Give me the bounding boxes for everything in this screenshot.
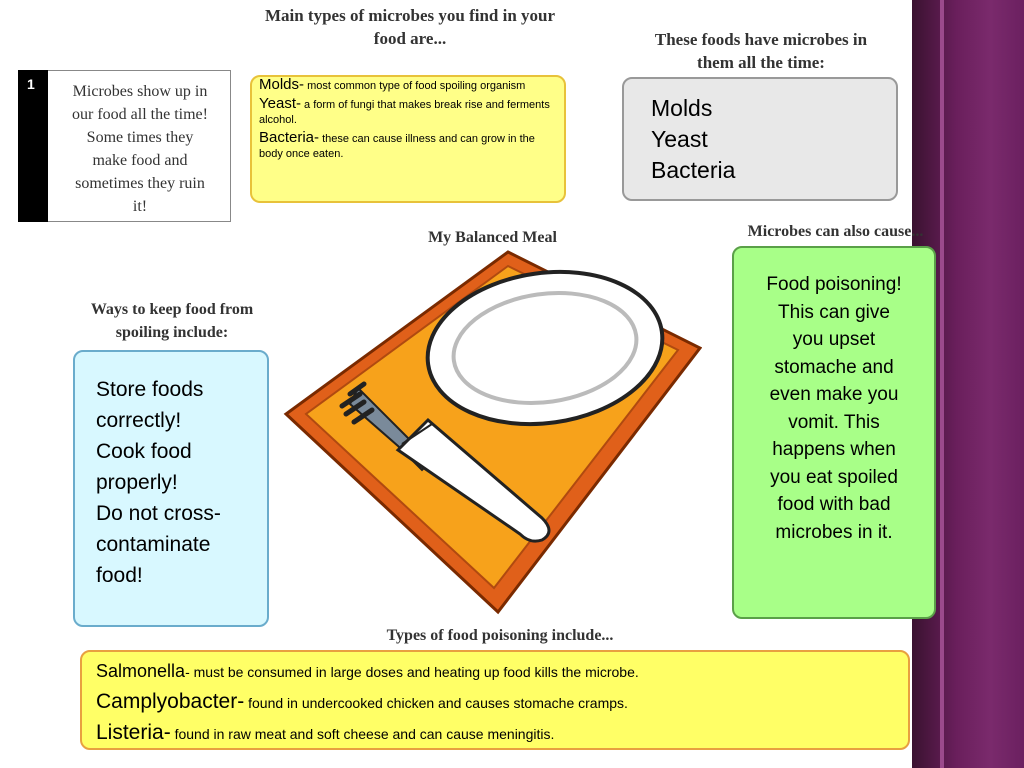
poisoning-types-box — [80, 650, 910, 750]
plate-illustration — [280, 248, 702, 618]
microbe-term: Yeast- — [259, 95, 301, 112]
microbe-desc: most common type of food spoiling organism — [304, 80, 526, 92]
heading-keep-food — [62, 298, 282, 344]
food-poisoning-line: Food poisoning! — [766, 274, 902, 295]
heading-line: These foods have microbes in — [654, 30, 868, 49]
slide-number-tab — [18, 70, 48, 222]
heading-line: spoiling include: — [115, 324, 229, 341]
sidebar-edge — [940, 0, 944, 768]
heading-line: Ways to keep food from — [90, 301, 254, 318]
food-poisoning-line: vomit. This — [788, 411, 880, 433]
microbe-term: Bacteria- — [259, 129, 320, 146]
keep-food-line: contaminate — [96, 533, 211, 556]
poisoning-desc: - must be consumed in large doses and heating up food kills the microbe. — [185, 664, 639, 680]
always-microbe-item: Bacteria — [651, 157, 736, 183]
intro-line: Some times they — [86, 129, 194, 146]
poisoning-type-item — [96, 687, 639, 718]
poisoning-desc: found in raw meat and soft cheese and can cause meningitis. — [170, 726, 555, 742]
keep-food-box — [73, 350, 269, 627]
microbe-types-box — [250, 75, 566, 203]
food-poisoning-line: microbes in it. — [775, 521, 893, 543]
heading-line: them all the time: — [697, 53, 825, 72]
food-poisoning-text — [734, 271, 934, 546]
food-poisoning-line: food with bad — [777, 494, 891, 515]
poisoning-type-item — [96, 718, 639, 749]
microbe-desc: a form of fungi that makes break rise and ferments alcohol. — [259, 99, 550, 126]
food-poisoning-line: you upset — [792, 329, 876, 350]
poisoning-term: Listeria- — [96, 721, 171, 744]
keep-food-line: Cook food — [96, 440, 192, 463]
heading-poisoning-types: Types of food poisoning include... — [386, 627, 614, 644]
poisoning-desc: found in undercooked chicken and causes stomache cramps. — [244, 695, 628, 711]
keep-food-line: Store foods — [96, 378, 204, 401]
intro-line: make food and — [92, 152, 188, 169]
food-poisoning-line: stomache and — [774, 356, 894, 378]
microbe-type-item — [259, 130, 559, 162]
intro-line: sometimes they ruin — [75, 175, 205, 192]
heading-line: Main types of microbes you find in your — [264, 6, 556, 25]
always-microbe-item: Molds — [651, 95, 713, 121]
intro-line: our food all the time! — [72, 106, 208, 123]
food-poisoning-line: even make you — [769, 384, 899, 405]
always-microbe-item: Yeast — [651, 126, 708, 152]
heading-these-foods — [630, 28, 892, 74]
microbe-types-list — [259, 77, 559, 162]
poisoning-types-list — [96, 656, 639, 749]
keep-food-line: correctly! — [96, 409, 182, 432]
food-poisoning-line: happens when — [772, 439, 896, 460]
keep-food-line: food! — [96, 564, 143, 587]
keep-food-list — [96, 374, 221, 591]
microbe-term: Molds- — [259, 76, 305, 93]
intro-line: it! — [132, 198, 148, 215]
food-poisoning-line: This can give — [778, 301, 890, 323]
microbe-desc: these can cause illness and can grow in the body once eaten. — [259, 133, 535, 160]
food-poisoning-box — [732, 246, 936, 619]
always-microbes-list — [651, 93, 735, 186]
heading-also-cause: Microbes can also cause... — [747, 223, 924, 240]
keep-food-line: properly! — [96, 471, 178, 494]
poisoning-type-item — [96, 656, 639, 687]
keep-food-line: Do not cross- — [96, 502, 221, 525]
intro-text — [54, 80, 226, 218]
heading-balanced-meal: My Balanced Meal — [428, 229, 557, 246]
microbe-type-item — [259, 77, 559, 94]
poisoning-term: Salmonella — [96, 661, 186, 681]
intro-line: Microbes show up in — [72, 83, 208, 100]
poisoning-term: Camplyobacter- — [96, 690, 245, 713]
heading-line: food are... — [373, 29, 447, 48]
food-poisoning-line: you eat spoiled — [770, 466, 898, 488]
slide-number: 1 — [27, 76, 35, 92]
always-microbes-box — [622, 77, 898, 201]
microbe-type-item — [259, 96, 559, 128]
heading-main-types — [240, 4, 580, 50]
